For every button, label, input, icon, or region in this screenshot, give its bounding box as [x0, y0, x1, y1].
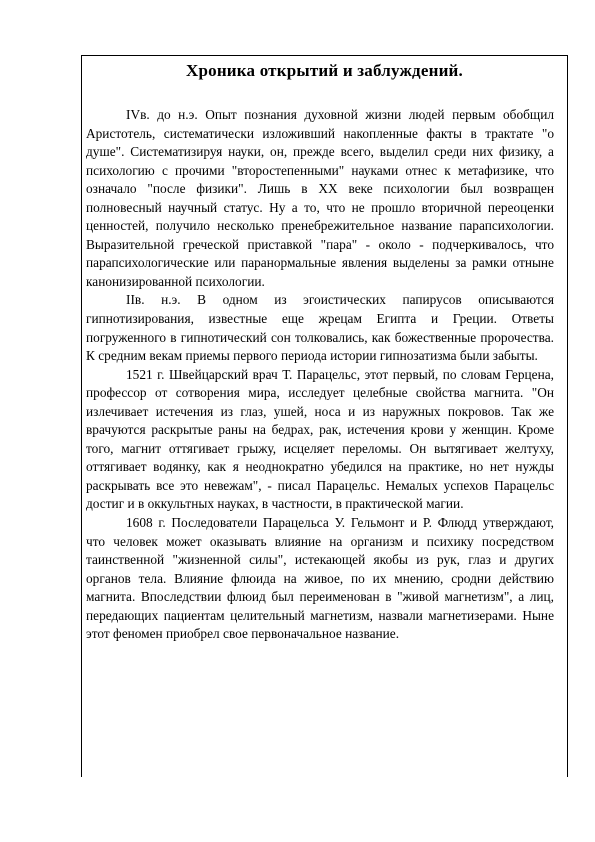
paragraph-papyrus: IIв. н.э. В одном из эгоистических папирусов описываются гипнотизирования, известные еще жрецам Египта и Греции. Ответы погруженного в гипнотический сон толковались, как божественные пророчества. К средним векам приемы первого периода истории гипнозатизма были забыты. — [86, 292, 554, 364]
paragraph-helmont-fludd: 1608 г. Последователи Парацельса У. Гельмонт и Р. Флюдд утверждают, что человек может оказывать влияние на организм и психику посредством таинственной "жизненной силы", истекающей якобы из рук, глаз и других органов тела. Влияние флюида на живое, по их мнению, сродни действию магнита. Впоследствии флюид был переименован в "живой магнетизм", а лиц, передающих пациентам целительный магнетизм, назвали магнетизерами. Ныне этот феномен приобрел свое первоначальное название. — [86, 515, 554, 642]
paragraph-aristotle: IVв. до н.э. Опыт познания духовной жизни людей первым обобщил Аристотель, систематически изложивший накопленные факты в трактате "о душе". Систематизируя науки, он, прежде всего, выделил среди них физику, а психологию с прочими "второстепенными" науками отнес к метафизике, что означало "после физики". Лишь в XX веке психологии был возвращен полновесный научный статус. Ну а то, что не прошло вторичной переоценки ценностей, получило несколько пренебрежительное название парапсихологии. Выразительной греческой приставкой "пара" - около - подчеркивалось, что парапсихологические или паранормальные явления выделены за рамки отныне канонизированной психологии. — [86, 107, 554, 289]
paragraph-paracelsus: 1521 г. Швейцарский врач Т. Парацельс, этот первый, по словам Герцена, профессор от сотворения мира, исследует целебные свойства магнита. "Он излечивает истечения из глаз, ушей, носа и из наружных покровов. Так же врачуются раскрытые раны на бедрах, рак, истечения крови у женщин. Кроме того, магнит оттягивает грыжу, исцеляет переломы. Он вытягивает желтуху, оттягивает водянку, как я неоднократно убедился на практике, но нет нужды раскрывать все это невежам", - писал Парацельс. Немалых успехов Парацельс достиг и в оккультных науках, в частности, в практической магии. — [86, 366, 554, 512]
document-body — [86, 106, 554, 644]
document-title: Хроника открытий и заблуждений. — [185, 61, 464, 80]
